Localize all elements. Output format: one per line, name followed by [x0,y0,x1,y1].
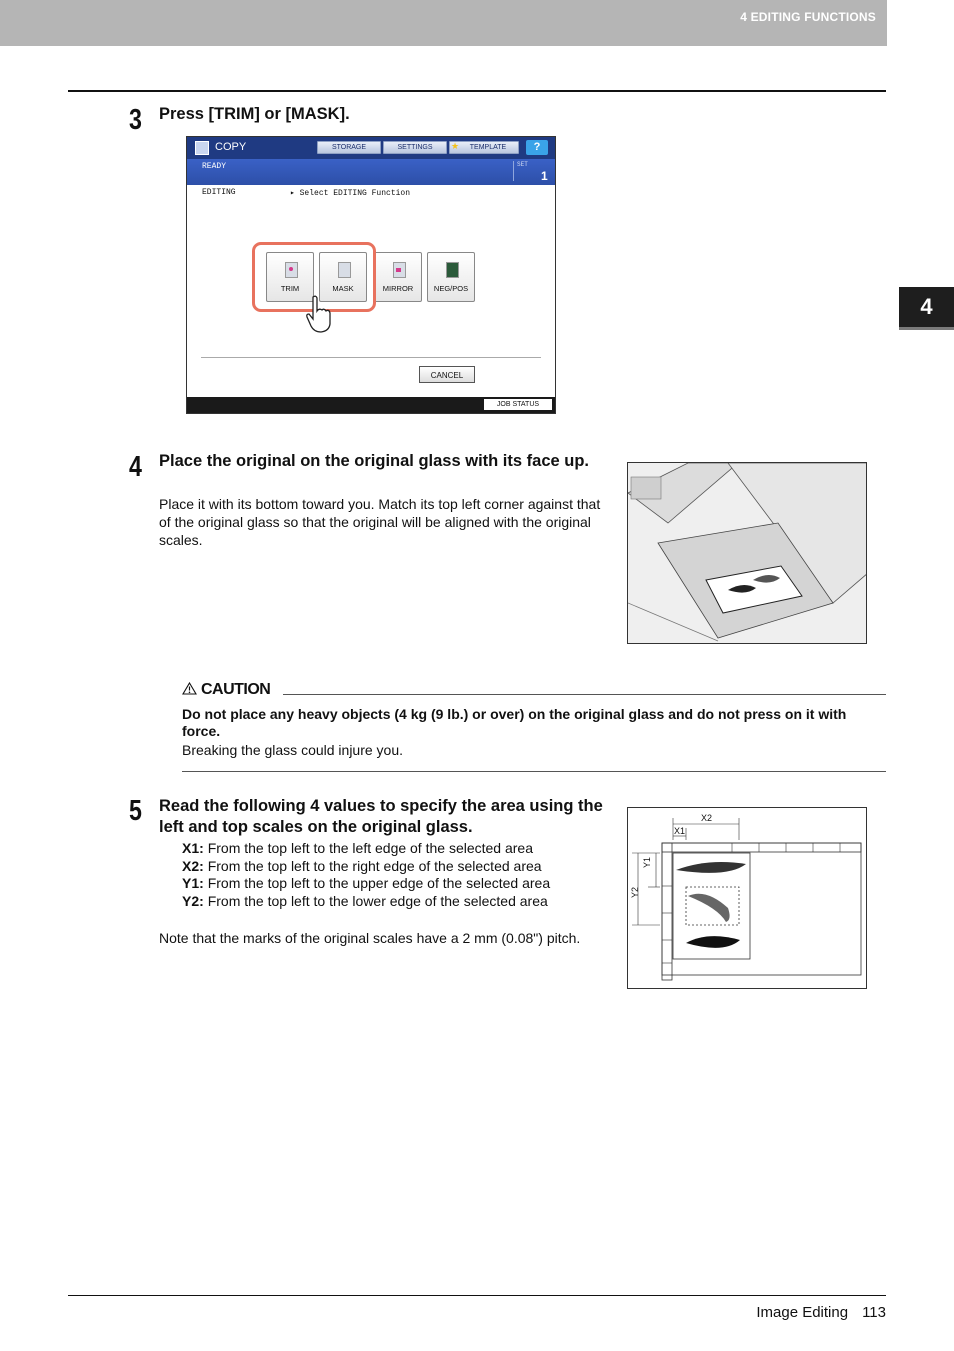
definition-y1: Y1: From the top left to the upper edge of the selected area [182,875,551,892]
top-rule [68,90,886,92]
set-value: 1 [541,169,548,183]
caution-label: CAUTION [200,681,271,698]
caution-text: Breaking the glass could injure you. [182,742,404,758]
scale-drawing [628,808,867,989]
mirror-label: MIRROR [382,284,414,293]
section-title: 4 EDITING FUNCTIONS [740,10,876,24]
trim-label: TRIM [280,284,300,293]
x2-label: X2 [701,813,713,823]
page-number: 113 [862,1304,886,1321]
step-body: Place it with its bottom toward you. Match its top left corner against that of the original glass so that the original will be aligned with the original scales. [159,496,601,548]
neg-pos-button[interactable] [427,252,475,302]
menu-label: EDITING [202,188,236,197]
definition-x1: X1: From the top left to the left edge of the selected area [182,840,533,856]
status-text: READY [202,162,227,171]
original-glass-illustration [627,462,867,644]
x1-label: X1 [674,826,686,836]
neg-pos-icon [446,262,459,278]
divider [201,357,541,358]
caution-bottom-rule [182,771,886,772]
copier-screen [186,136,556,414]
step-number: 3 [129,104,142,136]
status-bar [187,159,556,185]
y2-label: Y2 [630,886,640,898]
instruction-text: ▸ Select EDITING Function [290,189,411,198]
mode-label: COPY [215,141,247,153]
settings-button[interactable]: SETTINGS [383,141,447,154]
step-title: Read the following 4 values to specify the area using the left and top scales on the original glass. [159,797,603,836]
cancel-button[interactable]: CANCEL [419,366,475,383]
chapter-tab: 4 [899,287,954,330]
template-button[interactable]: TEMPLATE [449,141,519,154]
warning-triangle-icon [182,682,197,695]
definition-y2: Y2: From the top left to the lower edge of the selected area [182,893,548,910]
caution-rule [283,694,886,695]
y1-label: Y1 [642,856,652,868]
copy-icon [195,141,209,155]
step-number: 5 [129,795,142,827]
definition-x2: X2: From the top left to the right edge of the selected area [182,857,542,874]
help-button[interactable]: ? [526,140,548,155]
copier-glass-drawing [628,463,867,644]
caution-warning: Do not place any heavy objects (4 kg (9 lb.) or over) on the original glass and do not press on it with force. [182,706,847,739]
scale-diagram [627,807,867,989]
caution-heading [182,681,270,699]
step-number: 4 [129,451,142,483]
set-label: SET [517,161,528,168]
pitch-note: Note that the marks of the original scales have a 2 mm (0.08") pitch. [159,930,581,946]
neg-pos-label: NEG/POS [433,284,469,293]
footer-title: Image Editing [756,1304,849,1321]
set-divider [513,161,514,181]
step-title: Place the original on the original glass with its face up. [159,452,589,470]
footer [756,1304,886,1321]
step-title: Press [TRIM] or [MASK]. [159,105,350,123]
star-icon: ★ [451,141,460,151]
mirror-button[interactable] [374,252,422,302]
bottom-rule [68,1295,886,1296]
job-status-button[interactable]: JOB STATUS [484,399,552,410]
pointing-hand-icon [305,295,335,335]
storage-button[interactable]: STORAGE [317,141,381,154]
mask-label: MASK [332,284,354,293]
definition-list [182,840,550,911]
